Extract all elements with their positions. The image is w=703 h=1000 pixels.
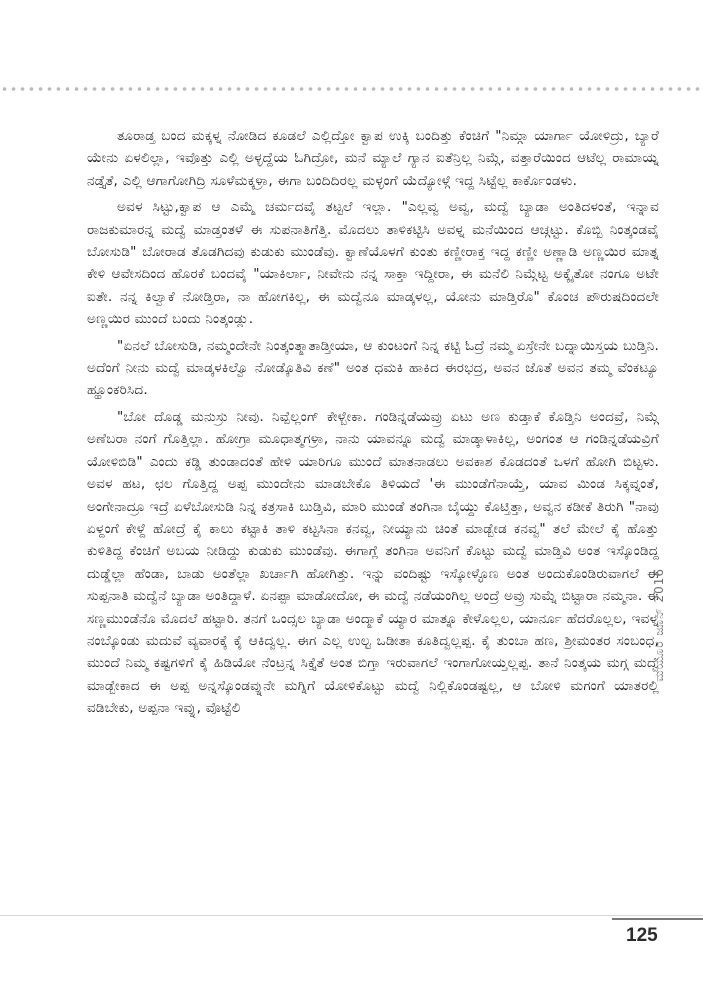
page-number-rule bbox=[612, 918, 703, 920]
footer-rule bbox=[0, 915, 703, 916]
paragraph: "ಏನಲೆ ಬೋಸುಡಿ, ನಮ್ಮಂದೇನೇ ನಿಂತ್ಕಂತ್ಮಾತಾಡ್ತೀಯಾ, ಆ ಕುಂಟಂಗೆ ನಿನ್ನ ಕಟ್ಟಿ ಓದ್ರೆ ನಮ್ಮ ಏಸ್ರೇನೇ ಬದ್ನಾಯಿಸ್ತಯ ಬುಡ್ತಿನಿ. ಅದೆಂಗೆ ನೀನು ಮದ್ವೆ ಮಾಡ್ಕಳಕಿಲ್ವೊ ನೋಡ್ಕೊತಿವಿ ಕಣೆ" ಅಂತ ಧಮಕಿ ಹಾಕಿದ ಈರಭದ್ರ, ಅವನ ಜೊತೆ ಅವನ ತಮ್ಮ ವೆಂಕಟ್ಯೂ ಹ್ಹೂಂಕರಿಸಿದ. bbox=[87, 337, 659, 399]
paragraph: ತೂರಾಡ್ತ ಬಂದ ಮಕ್ಕಳ್ನ ನೋಡಿದ ಕೂಡಲೆ ಎಲ್ಲಿದ್ತೋ ಕ್ವಾಪ ಉಕ್ಕಿ ಬಂದಿತ್ತು ಕೆಂಚಿಗೆ "ನಿಮ್ಗಾ ಯಾರ್ಗಾ ಯೋಳಿದ್ರು, ಬ್ಯಾರೆ ಯೇನು ಏಳಲಿಲ್ಲಾ, ಇವೊತ್ತು ಎಲ್ಲಿ ಅಳ್ಳದ್ದೆಯ ಓಗಿದ್ರೋ, ಮನೆ ಮ್ಯಾಲೆ ಗ್ಯಾನ ಐತೆನ್ರಿಲ್ಲ ನಿಮ್ಗೆ, ವತ್ತಾರೆಯಿಂದ ಆಟೆಲ್ಲ ರಾಮಾಯ್ನ ನಡ್ತೈತೆ, ಎಲ್ಲಿ ಆಗಾಗೋಗಿದ್ರಿ ಸೂಳೆಮಕ್ಕಳ್ರಾ, ಈಗಾ ಬಂದಿದಿರಲ್ಲ ಮಳ್ಳಂಗೆ ಯೆದ್ಯೋಳ್ಗೆ ಇದ್ದ ಸಿಟ್ಟೆಲ್ಲ ಕಾರ್ಕೊಂಡಳು. bbox=[87, 128, 659, 189]
header-dotted-rule bbox=[0, 86, 703, 92]
page-number: 125 bbox=[626, 925, 658, 946]
paragraph: ಅವಳ ಸಿಟ್ಟು,ಕ್ವಾಪ ಆ ಎಮ್ಮೆ ಚರ್ಮದವೈ ತಟ್ಟಲೆ ಇಲ್ಲಾ. "ಎಲ್ಲವ್ವ ಅವ್ವ, ಮದ್ವೆ ಬ್ಯಾಡಾ ಅಂತಿದಳಂತೆ, ಇನ್ನಾವ ರಾಜಕುಮಾರನ್ನ ಮದ್ವೆ ಮಾಡ್ತಂತಳೆ ಈ ಸುಪನಾತಿಗೆತ್ತಿ. ಮೊದಲು ತಾಳಿಕಟ್ಟಿಸಿ ಅವಳ್ನ ಮನೆಯಿಂದ ಆಚ್ಗಟ್ಟು. ಕೊಬ್ಬಿ ನಿಂತ್ಕಂಡವೈ ಬೋಸುಡಿ" ಬೋರಾಡ ತೊಡಗಿದವು ಕುಡುಕು ಮುಂಡೆವು. ಕ್ವಾಣೆಯೊಳಗೆ ಕುಂತು ಕಣ್ಣೀರಾಕ್ತ ಇದ್ದ ಕಣ್ಣೀ ಅಣ್ಣಾಡಿ ಅಣ್ಣಯಿರ ಮಾತ್ನ ಕೇಳಿ ಆವೇಸದಿಂದ ಹೊರಕೆ ಬಂದವೈ "ಯಾಕಿರ್ಲಾ, ನೀವೇನು ನನ್ನ ಸಾಕ್ತಾ ಇದ್ದೀರಾ, ಈ ಮನೆಲಿ ನಿಮ್ಗೆಟ್ಟ ಅಕ್ಕೈತೋ ನಂಗೂ ಅಟೇ ಐತೇ. ನನ್ನ ಕಿಲ್ವಾಕೆ ನೋಡ್ತಿರಾ, ನಾ ಹೋಗಕಿಲ್ಲ, ಈ ಮದ್ವೆನೂ ಮಾಡ್ಕಳಲ್ಲ, ಯೋನು ಮಾಡ್ತಿರೊ" ಕೊಂಚ ಪೌರುಷದಿಂದಲೇ ಅಣ್ಣಯಿರ ಮುಂದೆ ಬಂದು ನಿಂತ್ಕಂಡ್ಲು. bbox=[87, 199, 659, 328]
paragraph: "ಬೋ ದೊಡ್ಡ ಮನುಸ್ರು ನೀವು. ನಿವ್ಪೆಲ್ಲಂಗ್ ಕೇಳ್ಬೇಕಾ. ಗಂಡಿನ್ನಡೆಯವ್ರು ಏಟು ಅಣ ಕುಡ್ತಾಕೆ ಕೊಡ್ತಿನಿ ಅಂದವ್ರೆ, ನಿಮ್ಗೆ ಅಣೆಬರಾ ನಂಗೆ ಗೊತ್ತಿಲ್ಲಾ. ಹೋಗ್ರಾ ಮೂಧಾತ್ಮಗಳ್ರಾ, ನಾನು ಯಾವನ್ನೂ ಮದ್ವೆ ಮಾಡ್ಕಾಳಾಕಿಲ್ಲ, ಅಂಗಂತ ಆ ಗಂಡಿನ್ನಡೆಯವ್ರಿಗೆ ಯೋಳಿಬಿಡಿ" ಎಂದು ಕಡ್ಡಿ ತುಂಡಾದಂತೆ ಹೇಳಿ ಯಾರಿಗೂ ಮುಂದೆ ಮಾತನಾಡಲು ಅವಕಾಶ ಕೊಡದಂತೆ ಒಳಗೆ ಹೋಗಿ ಬಿಟ್ಟಳು. ಅವಳ ಹಟ, ಛಲ ಗೊತ್ತಿದ್ದ ಅಪ್ಪ ಮುಂದೇನು ಮಾಡಬೇಕೊ ತಿಳಿಯದೆ 'ಈ ಮುಂಡೆಗೆನಾಯ್ತೆ, ಯಾವ ಮಿಂಡ ಸಿಕ್ಕವ್ನಂತೆ, ಅಂಗೇನಾದ್ರೂ ಇದ್ರೆ ಏಳೆಬೋಸುಡಿ ನಿನ್ನ ಕತ್ರಸಾಕಿ ಬುಡ್ತಿವಿ, ಮಾರಿ ಮುಂಡೆ ತಂಗಿನಾ ಬೈಯ್ದು ಕೊಟ್ತಿತ್ತಾ, ಅವ್ವನ ಕಡೀಕೆ ತಿರುಗಿ "ನಾವು ಏಳ್ದಂಗೆ ಕೇಳ್ದೆ ಹೋದ್ರೆ ಕೈ ಕಾಲು ಕಟ್ಟಾಕಿ ತಾಳಿ ಕಟ್ಟಸಿನಾ ಕನವ್ವ, ನೀಯ್ಯಾನು ಚಿಂತೆ ಮಾಡ್ಬೇಡ ಕನವ್ವ" ತಲೆ ಮೇಲೆ ಕೈ ಹೊತ್ತು ಕುಳಿತಿದ್ದ ಕೆಂಚಿಗೆ ಅಬಯ ನೀಡಿದ್ದು ಕುಡುಕು ಮುಂಡೆವು. ಈಗಾಗ್ಲೆ ತಂಗಿನಾ ಅವನಿಗೆ ಕೊಟ್ಟು ಮದ್ವೆ ಮಾಡ್ತಿವಿ ಅಂತ ಇಸ್ಕೊಂಡಿದ್ದ ದುಡ್ಡೆಲ್ಲಾ ಹೆಂಡಾ, ಬಾಡು ಅಂತೆಲ್ಲಾ ಖರ್ಚಾಗಿ ಹೋಗಿತ್ತು. ಇನ್ನು ವಂದಿಷ್ಟು ಇಸ್ಕೋಳ್ಳೊಣ ಅಂತ ಅಂದುಕೊಂಡಿರುವಾಗಲೆ ಈ ಸುಪ್ಪನಾತಿ ಮದ್ವೆನೆ ಬ್ಯಾಡಾ ಅಂತಿದ್ದಾಳೆ. ಏನಪ್ಪಾ ಮಾಡೋದೋ, ಈ ಮದ್ವೆ ನಡೆಯಂಗಿಲ್ಲ ಅಂದ್ರೆ ಅವ್ರು ಸುಮ್ನೆ ಬಿಟ್ಟಾರಾ ನಮ್ಮನಾ. ಈ ಸಣ್ಣಮುಂಡೆನೊ ಮೊದಲೆ ಹಟ್ಟಾರಿ. ತನಗೆ ಒಂದ್ಸಲ ಬ್ಯಾಡಾ ಅಂದ್ಮಾಕೆ ಯ್ಯಾರ ಮಾತ್ನೂ ಕೇಳೊಲ್ಲಲ, ಯಾರ್ನೂ ಹೆದರೊಲ್ಲಲ, ಇವಳ್ನ ನಂಬ್ಕೊಂಡು ಮದುವೆ ವ್ಯವಾರಕ್ಕೆ ಕೈ ಆಕಿದ್ವಲ್ಲ. ಈಗ ಎಲ್ಲ ಉಲ್ಟ ಒಡೀತಾ ಕೂತಿದ್ವಲ್ಲಪ್ಪ. ಕೈ ತುಂಬಾ ಹಣ, ಶ್ರೀಮಂತರ ಸಂಬಂಧ, ಮುಂದೆ ನಿಮ್ಮ ಕಷ್ಟಗಳಿಗೆ ಕೈ ಹಿಡಿಯೋ ನೆಂಟ್ರನ್ನ ಸಿಕ್ತೈತೆ ಅಂತ ಬಿಗ್ತಾ ಇರುವಾಗಲೆ ಇಂಗಾಗೋಯ್ತಲ್ಲಪ್ಪ. ತಾನೆ ನಿಂತ್ಕಯ ಮಗ್ಗ ಮದ್ವೆ ಮಾಡ್ಬೇಕಾದ ಈ ಅಪ್ಪ ಅನ್ನಸ್ಕೊಂಡವ್ನುನೇ ಮಗ್ನಿಗೆ ಯೋಳಿಕೊಟ್ಟು ಮದ್ವೆ ನಿಲ್ಲಿಕೊಂಡಷ್ಟಲ್ಲ, ಆ ಬೋಳಿ ಮಗಂಗೆ ಯಾತರಲ್ಲಿ ವಡಿಬೇಕು, ಅಪ್ಪನಾ ಇವ್ನು, ವೊಟ್ಟೆಲಿ bbox=[87, 408, 659, 717]
magazine-issue-text: ಮಯೂರ ಜೂನ್ 2016 bbox=[652, 568, 666, 682]
body-text bbox=[87, 125, 659, 724]
magazine-issue-label bbox=[652, 568, 672, 708]
